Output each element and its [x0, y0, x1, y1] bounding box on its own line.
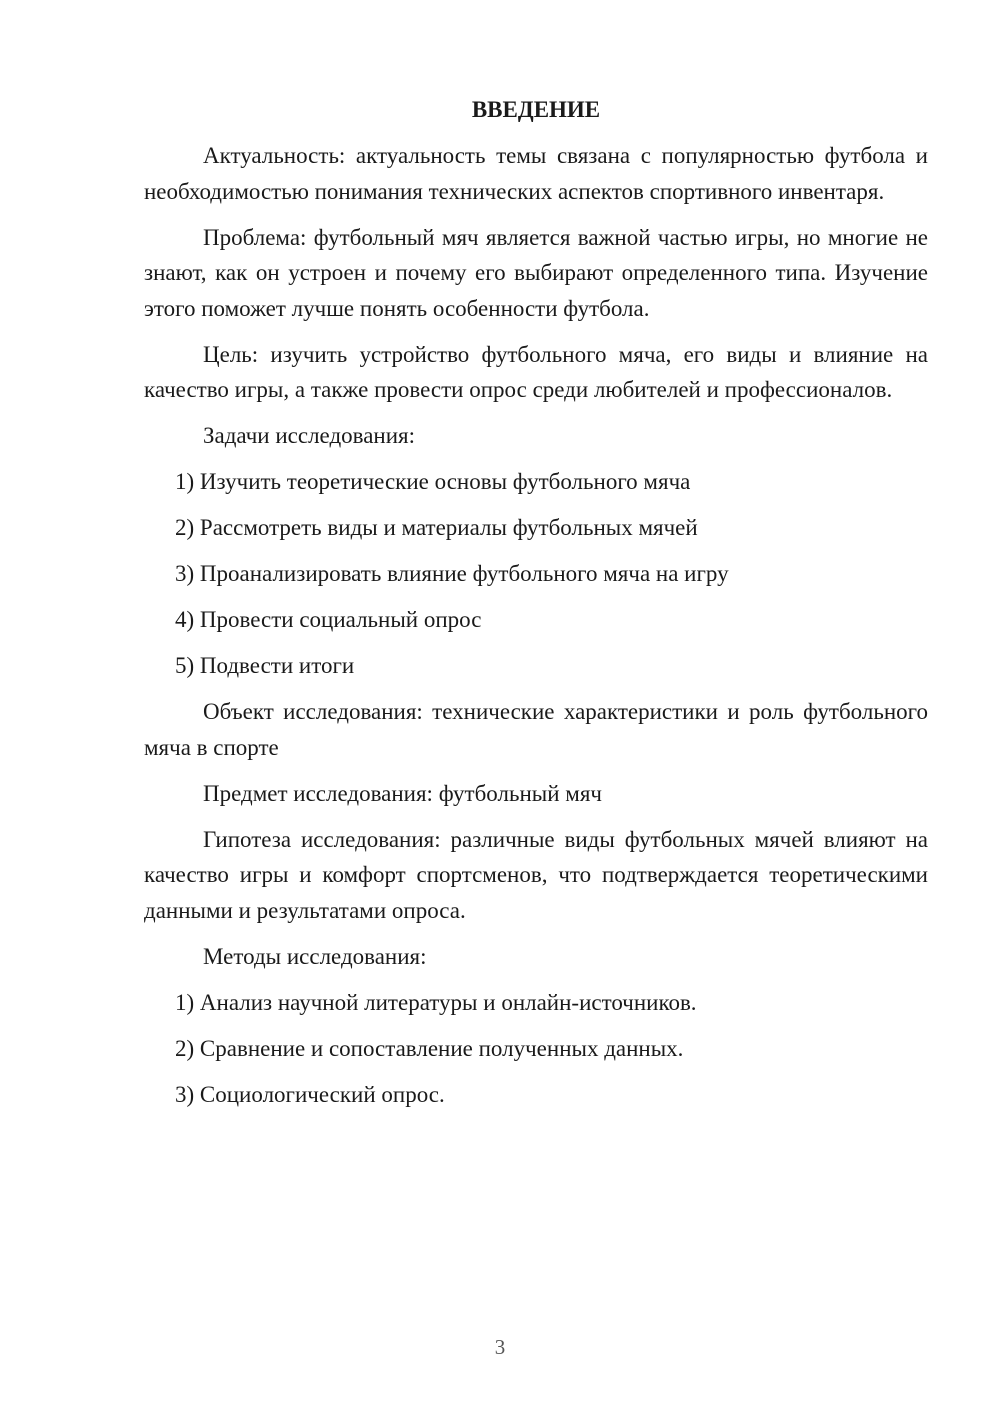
document-page	[144, 94, 928, 1123]
problem-paragraph: Проблема: футбольный мяч является важной частью игры, но многие не знают, как он устроен и почему его выбирают определенного типа. Изучение этого поможет лучше понять особенности футбола.	[144, 224, 928, 321]
section-heading: ВВЕДЕНИЕ	[471, 97, 601, 122]
relevance-paragraph: Актуальность: актуальность темы связана с популярностью футбола и необходимостью понимания технических аспектов спортивного инвентаря.	[144, 143, 928, 204]
list-item: 1) Анализ научной литературы и онлайн-источников.	[175, 989, 697, 1015]
page-number: 3	[494, 1335, 506, 1359]
goal-paragraph: Цель: изучить устройство футбольного мяча, его виды и влияние на качество игры, а также провести опрос среди любителей и профессионалов.	[144, 341, 928, 402]
tasks-title: Задачи исследования:	[203, 423, 416, 448]
methods-list	[144, 985, 928, 1113]
tasks-list	[144, 464, 928, 684]
hypothesis-paragraph: Гипотеза исследования: различные виды футбольных мячей влияют на качество игры и комфорт спортсменов, что подтверждается теоретическими данными и результатами опроса.	[144, 826, 928, 923]
list-item: 1) Изучить теоретические основы футбольного мяча	[175, 469, 691, 494]
list-item: 5) Подвести итоги	[175, 653, 355, 678]
subject-paragraph: Предмет исследования: футбольный мяч	[203, 780, 602, 806]
list-item: 3) Проанализировать влияние футбольного мяча на игру	[175, 561, 729, 586]
object-paragraph: Объект исследования: технические характеристики и роль футбольного мяча в спорте	[144, 699, 928, 760]
list-item: 2) Рассмотреть виды и материалы футбольных мячей	[175, 515, 698, 540]
list-item: 4) Провести социальный опрос	[175, 607, 482, 632]
list-item: 3) Социологический опрос.	[175, 1081, 445, 1107]
list-item: 2) Сравнение и сопоставление полученных данных.	[175, 1035, 684, 1061]
methods-title: Методы исследования:	[203, 943, 427, 969]
